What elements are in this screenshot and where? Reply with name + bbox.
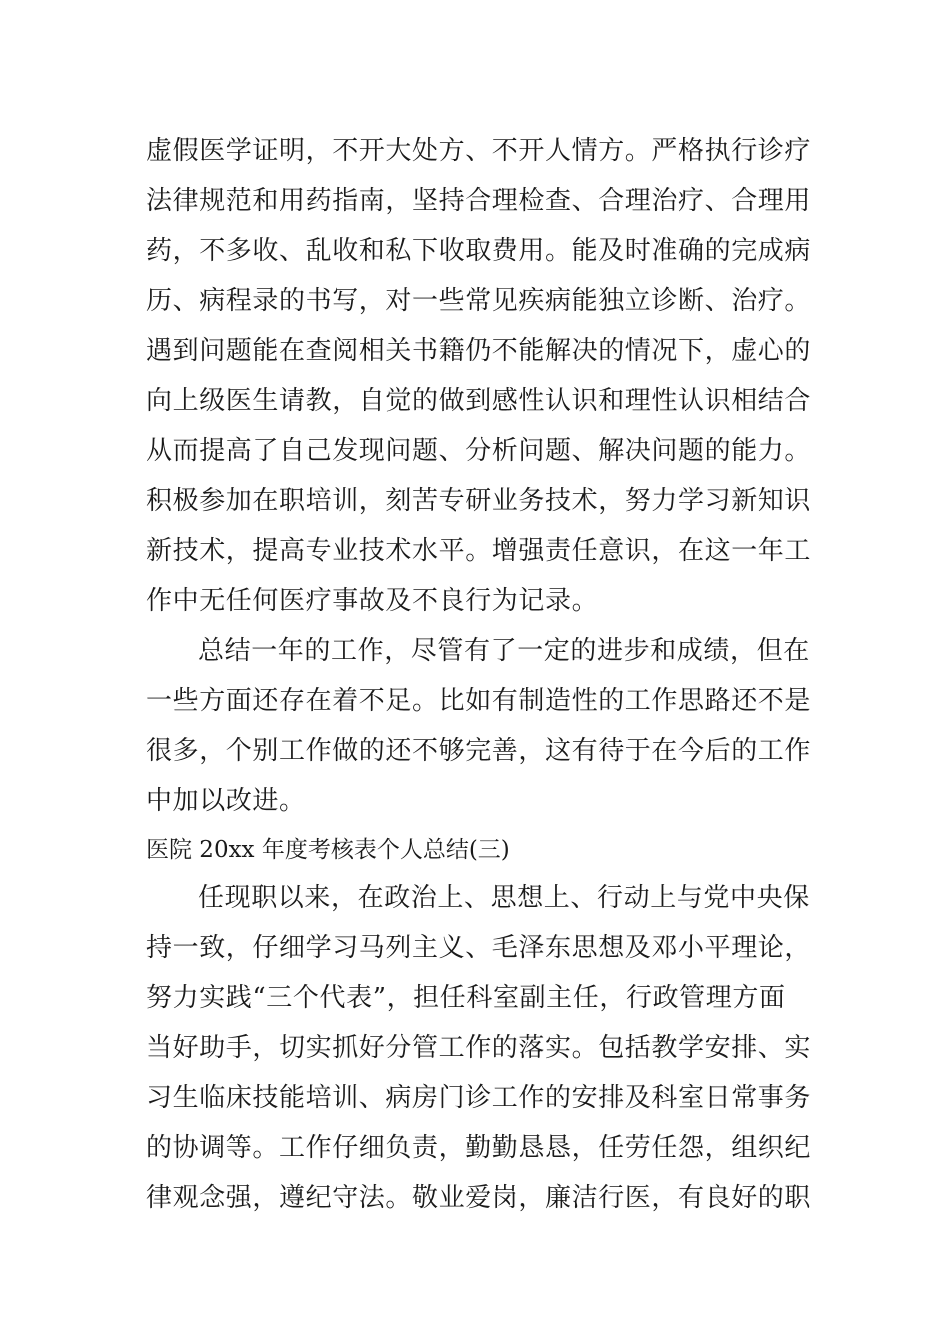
body-text-line: 向上级医生请教，自觉的做到感性认识和理性认识相结合: [146, 386, 812, 416]
paragraph-first-line: 任现职以来，在政治上、思想上、行动上与党中央保: [198, 883, 810, 913]
body-text-line: 很多，个别工作做的还不够完善，这有待于在今后的工作: [146, 736, 812, 766]
body-text-line: 虚假医学证明，不开大处方、不开人情方。严格执行诊疗: [146, 136, 812, 166]
body-text-line: 作中无任何医疗事故及不良行为记录。: [146, 586, 599, 616]
body-text-line: 一些方面还存在着不足。比如有制造性的工作思路还不是: [146, 686, 812, 716]
body-text-line: 历、病程录的书写，对一些常见疾病能独立诊断、治疗。: [146, 286, 812, 316]
body-text-line: 律观念强，遵纪守法。敬业爱岗，廉洁行医，有良好的职: [146, 1183, 812, 1213]
body-text-line: 新技术，提高专业技术水平。增强责任意识，在这一年工: [146, 536, 812, 566]
body-text-line: 习生临床技能培训、病房门诊工作的安排及科室日常事务: [146, 1083, 812, 1113]
body-text-line: 的协调等。工作仔细负责，勤勤恳恳，任劳任怨，组织纪: [146, 1133, 812, 1163]
body-text-line: 持一致，仔细学习马列主义、毛泽东思想及邓小平理论，: [146, 933, 812, 963]
body-text-line: 药，不多收、乱收和私下收取费用。能及时准确的完成病: [146, 236, 812, 266]
body-text-line: 当好助手，切实抓好分管工作的落实。包括教学安排、实: [146, 1033, 812, 1063]
body-text-line: 中加以改进。: [146, 786, 306, 816]
section-heading: 医院 20xx 年度考核表个人总结(三): [146, 837, 510, 863]
body-text-line: 积极参加在职培训，刻苦专研业务技术，努力学习新知识: [146, 486, 812, 516]
paragraph-first-line: 总结一年的工作，尽管有了一定的进步和成绩，但在: [198, 636, 810, 666]
body-text-line: 法律规范和用药指南，坚持合理检查、合理治疗、合理用: [146, 186, 812, 216]
body-text-line: 遇到问题能在查阅相关书籍仍不能解决的情况下，虚心的: [146, 336, 812, 366]
body-text-line: 努力实践“三个代表”，担任科室副主任，行政管理方面: [146, 983, 786, 1013]
body-text-line: 从而提高了自己发现问题、分析问题、解决问题的能力。: [146, 436, 812, 466]
